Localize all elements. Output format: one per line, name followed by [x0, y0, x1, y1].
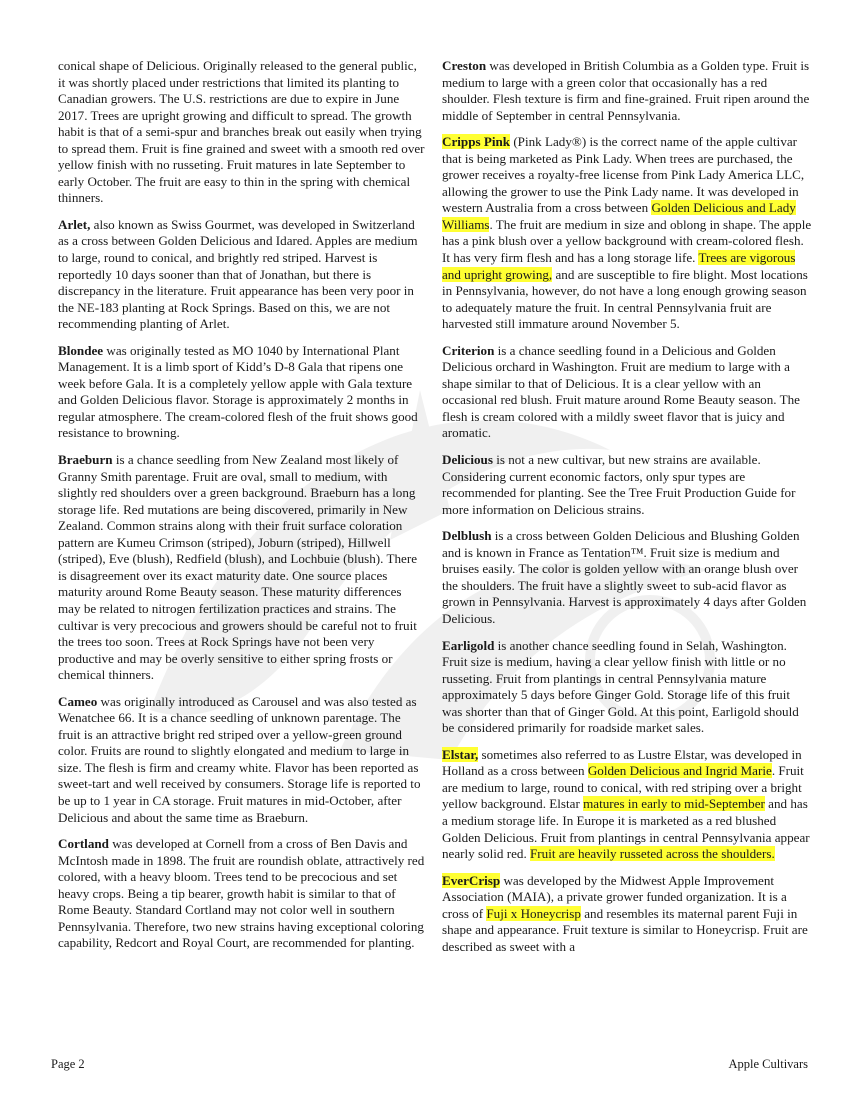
highlighted-text: Golden Delicious and Ingrid Marie — [587, 763, 772, 779]
paragraph-text: and are susceptible to fire blight. Most locations in Pennsylvania, however, do not have a long enough growing season to adequately mature the fruit. In central Pennsylvania fruit are harvested still immature around November 5. — [442, 266, 808, 332]
cultivar-name: Criterion — [442, 342, 495, 358]
highlighted-text: Fruit are heavily russeted across the shoulders. — [530, 846, 775, 862]
cultivar-name: Cameo — [58, 693, 98, 709]
left-column — [58, 58, 426, 962]
cultivar-paragraph — [442, 528, 812, 627]
highlighted-text: Trees are vigorous and upright growing, — [442, 250, 796, 282]
cultivar-name: Creston — [442, 58, 487, 73]
paragraph-text: is a chance seedling from New Zealand most likely of Granny Smith parentage. Fruit are oval, small to medium, with slightly red shoulders over a green background. Braeburn has a long storage life. Red mutations are being discovered, primarily in New Zealand. Common strains along with their fruit surface coloration pattern are Kumeu Crimson (striped), Joburn (striped), Hillwell (striped), Eve (blush), Redfield (blush), and Lochbuie (blush). There is disagreement over its exact maturity date. One source places maturity around Rome Beauty season. These maturity differences may be related to nitrogen fertilization practices and strains. The cultivar is very precocious and growers should be careful not to fruit the trees too soon. Trees at Rock Springs have not been very productive and may be overly sensitive to either spring frosts or chemical thinners. — [58, 452, 418, 683]
cultivar-paragraph — [58, 217, 426, 333]
cultivar-name: Cripps Pink — [442, 134, 511, 150]
paragraph-text: sometimes also referred to as Lustre Elstar, was developed in Holland as a cross between — [442, 746, 802, 779]
cultivar-name: Earligold — [442, 637, 495, 653]
cultivar-paragraph — [442, 58, 812, 124]
cultivar-name: Cortland — [58, 836, 109, 852]
cultivar-name: Arlet, — [58, 216, 91, 232]
paragraph-text: . Fruit are medium to large, round to conical, with red striping over a bright yellow background. Elstar — [442, 763, 804, 812]
paragraph-text: is not a new cultivar, but new strains are available. Considering current economic factors, only spur types are recommended for planting. See the Tree Fruit Production Guide for more information on Delicious strains. — [442, 452, 796, 517]
cultivar-name: Blondee — [58, 342, 104, 358]
paragraph-text: . The fruit are medium in size and oblong in shape. The apple has a pink blush over a yellow background with cream-colored flesh. It has very firm flesh and has a long storage life. — [442, 216, 812, 266]
cultivar-paragraph — [442, 452, 812, 518]
cultivar-name: Delblush — [442, 528, 492, 544]
paragraph-text: also known as Swiss Gourmet, was developed in Switzerland as a cross between Golden Delicious and Idared. Apples are medium to large, round to conical, and brightly red striped. Harvest is reportedly 10 days sooner than that of Jonathan, but there is discrepancy in the literature. Fruit appearance has been very poor in the NE-183 planting at Rock Springs. Based on this, we are not recommending planting of Arlet. — [58, 216, 418, 332]
paragraph-text: conical shape of Delicious. Originally released to the general public, it was shortly placed under restrictions that limited its planting to Canadian growers. The U.S. restrictions are due to expire in June 2017. Trees are upright growing and difficult to spread. The growth habit is that of a semi-spur and branches break out easily when trying to spread them. Fruit is fine grained and sweet with a smooth red over yellow finish with no russeting. Fruit matures in late September to early October. The fruit are easy to thin in the spring with chemical thinners. — [58, 58, 425, 206]
highlighted-text: Fuji x Honeycrisp — [486, 905, 581, 921]
cultivar-paragraph — [442, 873, 812, 956]
cultivar-paragraph — [442, 343, 812, 442]
cultivar-name: Delicious — [442, 452, 493, 468]
paragraph-text: and has a medium storage life. In Europe it is marketed as a red blushed Golden Delicious. Fruit from plantings in central Pennsylvania appear nearly solid red. — [442, 796, 810, 862]
paragraph-text: was originally introduced as Carousel and was also tested as Wenatchee 66. It is a chance seedling of unknown parentage. The fruit is an attractive bright red striped over a yellow-green ground color. Fruits are round to slightly elongated and medium to large in size. The flesh is firm and creamy white. Flavor has been reported as sweet-tart and well received by consumers. Storage life is reported to be up to 1 year in CA storage. Fruit matures in mid-October, after Delicious and about the same time as Braeburn. — [58, 693, 421, 825]
cultivar-paragraph — [58, 836, 426, 952]
paragraph-text: was developed at Cornell from a cross of Ben Davis and McIntosh made in 1898. The fruit are roundish oblate, attractively red colored, with a heavy bloom. Trees tend to be precocious and set heavy crops. Being a tip bearer, growth habit is similar to that of Rome Beauty. Standard Cortland may not color well in southern Pennsylvania. Therefore, two new strains having exceptional coloring capability, Redcort and Royal Court, are recommended for planting. — [58, 836, 425, 951]
section-title: Apple Cultivars — [728, 1057, 808, 1071]
paragraph-text: was developed in British Columbia as a Golden type. Fruit is medium to large with a green color that occasionally has a red shoulder. Flesh texture is firm and fine-grained. Fruit ripen around the middle of September in central Pennsylvania. — [442, 58, 810, 123]
cultivar-paragraph — [58, 343, 426, 442]
cultivar-paragraph — [58, 452, 426, 684]
cultivar-name: Braeburn — [58, 452, 113, 468]
cultivar-paragraph — [58, 694, 426, 826]
paragraph-text: and resembles its maternal parent Fuji in shape and appearance. Fruit texture is similar to Honeycrisp. Fruit are described as sweet with a — [442, 905, 808, 954]
page-number: Page 2 — [51, 1057, 85, 1071]
right-column — [442, 58, 812, 965]
paragraph-text: is a cross between Golden Delicious and Blushing Golden and is known in France as Tentation™. Fruit size is medium and bruises easily. The color is golden yellow with an orange blush over the shoulders. The fruit have a slightly sweet to sub-acid flavor as grown in Pennsylvania. Harvest is approximately 4 days after Golden Delicious. — [442, 528, 807, 626]
cultivar-paragraph — [442, 134, 812, 333]
paragraph-text: is another chance seedling found in Selah, Washington. Fruit size is medium, having a clear yellow finish with little or no russeting. Fruit from plantings in central Pennsylvania mature approximately 5 days before Ginger Gold. Storage life of this fruit was shorter than that of Ginger Gold. At this point, Earligold should be considered primarily for roadside market sales. — [442, 637, 799, 736]
paragraph-text: is a chance seedling found in a Delicious and Golden Delicious orchard in Washington. Fruit are medium to large with a shape similar to that of Delicious. It is a clear yellow with an occasional red blush. Fruit mature around Rome Beauty season. The flesh is cream colored with a mildly sweet flavor that is juicy and aromatic. — [442, 342, 800, 441]
cultivar-paragraph — [442, 747, 812, 863]
paragraph-text: (Pink Lady®) is the correct name of the apple cultivar that is being marketed as Pink Lady. When trees are purchased, the grower receives a royalty-free license from Pink Lady America LLC, allowing the grower to use the Pink Lady name. It was developed in western Australia from a cross between — [442, 134, 805, 216]
highlighted-text: Golden Delicious and Lady Williams — [442, 200, 796, 232]
highlighted-text: matures in early to mid-September — [583, 796, 765, 812]
cultivar-paragraph — [442, 638, 812, 737]
cultivar-name: Elstar, — [442, 746, 479, 762]
paragraph-text: was developed by the Midwest Apple Improvement Association (MAIA), a private grower funded organization. It is a cross of — [442, 872, 787, 921]
paragraph-text: was originally tested as MO 1040 by International Plant Management. It is a limb sport of Kidd’s D-8 Gala that ripens one week before Gala. It is a completely yellow apple with Gala texture and Golden Delicious flavor. Storage is approximately 2 months in regular atmosphere. The cream-colored flesh of the fruit shows good resistance to browning. — [58, 342, 418, 441]
cultivar-paragraph — [58, 58, 426, 207]
cultivar-name: EverCrisp — [442, 872, 501, 888]
